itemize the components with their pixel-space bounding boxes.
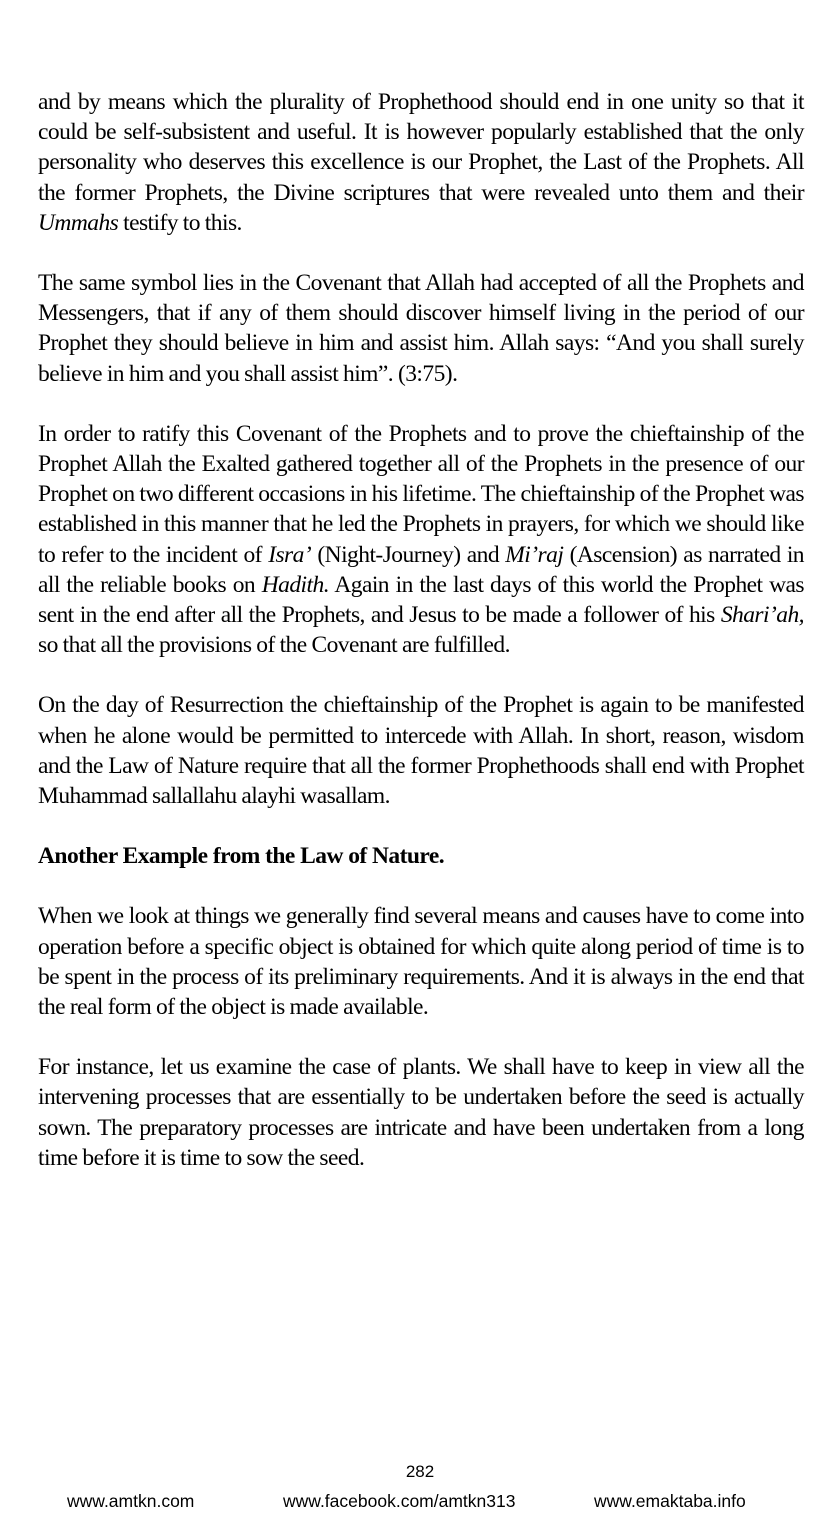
paragraph-text: testify to this. xyxy=(118,209,242,236)
italic-term: Shari’ah, xyxy=(720,602,804,629)
paragraph-text: The same symbol lies in the Covenant that Allah had accepted of all the Prophets and Messengers, that if any of them should discover himself living in the period of our Prophet they should believe in him and assist him. Allah says: “And you shall surely believe in him and you shall assist him”. (3:75). xyxy=(38,270,804,387)
paragraph-text: For instance, let us examine the case of plants. We shall have to keep in view all the intervening processes that are essentially to be undertaken before the seed is actually sown. The preparatory processes are intricate and have been undertaken from a long time before it is time to sow the seed. xyxy=(38,1054,804,1171)
paragraph xyxy=(38,268,804,389)
paragraphs-after-heading xyxy=(38,901,804,1173)
paragraph-text: so that all the provisions of the Covenant are fulfilled. xyxy=(38,632,510,659)
page-number: 282 xyxy=(405,1462,435,1481)
page-body xyxy=(38,87,804,1203)
italic-term: Hadith. xyxy=(261,571,330,598)
footer-link-amtkn[interactable]: www.amtkn.com xyxy=(67,1491,195,1511)
footer xyxy=(0,1489,840,1513)
section-heading: Another Example from the Law of Nature. xyxy=(38,843,445,870)
paragraph-text: When we look at things we generally find several means and causes have to come into operation before a specific object is obtained for which quite along period of time is to be spent in the process of its preliminary requirements. And it is always in the end that the real form of the object is made available. xyxy=(38,903,804,1021)
paragraph xyxy=(38,87,804,238)
paragraph xyxy=(38,1052,804,1173)
paragraphs-before-heading xyxy=(38,87,804,811)
paragraph-text: and by means which the plurality of Prophethood should end in one unity so that it could be self-subsistent and useful. It is however popularly established that the only personality who deserves this excellence is our Prophet, the Last of the Prophets. All the former Prophets, the Divine scriptures that were revealed unto them and their xyxy=(38,89,804,206)
paragraph xyxy=(38,901,804,1022)
footer-link-facebook[interactable]: www.facebook.com/amtkn313 xyxy=(283,1491,516,1511)
paragraph xyxy=(38,419,804,661)
paragraph xyxy=(38,690,804,811)
italic-term: Ummahs xyxy=(38,209,119,236)
footer-link-emaktaba[interactable]: www.emaktaba.info xyxy=(594,1491,746,1511)
italic-term: Mi’raj xyxy=(505,541,564,568)
paragraph-text: Again in the last days of this world the Prophet was sent in the end after all the Prophets, and Jesus to be made a follower of his xyxy=(38,571,804,629)
paragraph-text: (Night-Journey) and xyxy=(311,541,506,568)
paragraph-text: (Ascension) as narrated in all the reliable books on xyxy=(38,541,805,598)
italic-term: Isra’ xyxy=(268,541,312,568)
paragraph-text: On the day of Resurrection the chieftainship of the Prophet is again to be manifested when he alone would be permitted to intercede with Allah. In short, reason, wisdom and the Law of Nature require that all the former Prophethoods shall end with Prophet Muhammad sallallahu alayhi wasallam. xyxy=(38,692,804,810)
paragraph-text: In order to ratify this Covenant of the Prophets and to prove the chieftainship of the Prophet Allah the Exalted gathered together all of the Prophets in the presence of our Prophet on two different occasions in his lifetime. The chieftainship of the Prophet was established in this manner that he led the Prophets in prayers, for which we should like to refer to the incident of xyxy=(38,420,804,568)
